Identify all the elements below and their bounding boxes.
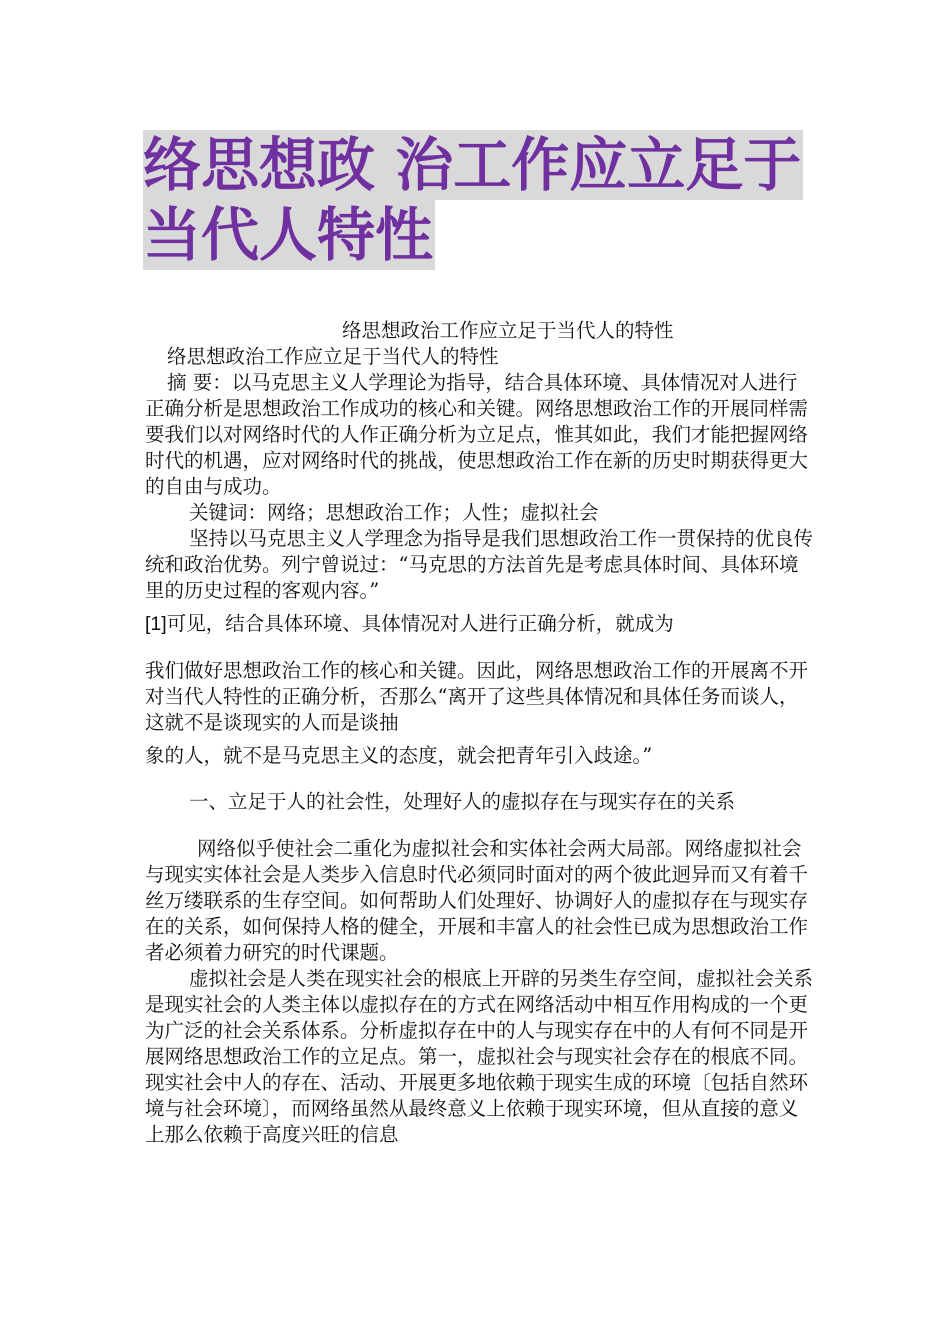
article-body <box>145 318 813 1148</box>
paragraph-1-part-b <box>145 604 813 644</box>
paragraph-1-part-d: 象的人，就不是马克思主义的态度，就会把青年引入歧途。” <box>145 744 653 767</box>
paragraph-1-part-a: 坚持以马克思主义人学理念为指导是我们思想政治工作一贯保持的优良传统和政治优势。列宁曾说过：“马克思的方法首先是考虑具体时间、具体环境里的历史过程的客观内容。” <box>145 527 814 602</box>
section-heading-1: 一、立足于人的社会性，处理好人的虚拟存在与现实存在的关系 <box>189 790 736 813</box>
title-line-1: 络思想政 治工作应立足于 <box>143 131 802 199</box>
article-sub-title: 络思想政治工作应立足于当代人的特性 <box>167 345 499 368</box>
article-centered-title: 络思想政治工作应立足于当代人的特性 <box>342 319 674 342</box>
abstract-paragraph: 摘 要：以马克思主义人学理论为指导，结合具体环境、具体情况对人进行正确分析是思想政治工作成功的核心和关键。网络思想政治工作的开展同样需要我们以对网络时代的人作正确分析为立足点，惟其如此，我们才能把握网络时代的机遇，应对网络时代的挑战，使思想政治工作在新的历史时期获得更大的自由与成功。 <box>145 371 809 498</box>
paragraph-2: 网络似乎使社会二重化为虚拟社会和实体社会两大局部。网络虚拟社会与现实实体社会是人类步入信息时代必须同时面对的两个彼此迥异而又有着千丝万缕联系的生存空间。如何帮助人们处理好、协调好人的虚拟存在与现实存在的关系，如何保持人格的健全，开展和丰富人的社会性已成为思想政治工作者必须着力研究的时代课题。 <box>145 837 809 964</box>
keywords-line: 关键词：网络；思想政治工作；人性；虚拟社会 <box>189 501 599 524</box>
paragraph-3: 虚拟社会是人类在现实社会的根底上开辟的另类生存空间，虚拟社会关系是现实社会的人类主体以虚拟存在的方式在网络活动中相互作用构成的一个更为广泛的社会关系体系。分析虚拟存在中的人与现实存在中的人有何不同是开展网络思想政治工作的立足点。第一，虚拟社会与现实社会存在的根底不同。现实社会中人的存在、活动、开展更多地依赖于现实生成的环境〔包括自然环境与社会环境〕，而网络虽然从最终意义上依赖于现实环境，但从直接的意义上那么依赖于高度兴旺的信息 <box>145 967 814 1146</box>
paragraph-1-part-c: 我们做好思想政治工作的核心和关键。因此，网络思想政治工作的开展离不开对当代人特性的正确分析，否那么“离开了这些具体情况和具体任务而谈人，这就不是谈现实的人而是谈抽 <box>145 659 809 734</box>
title-line-2: 当代人特性 <box>143 201 434 269</box>
document-title <box>143 130 813 270</box>
citation-ref: [1] <box>145 613 167 635</box>
paragraph-1-part-b-text: 可见，结合具体环境、具体情况对人进行正确分析，就成为 <box>166 612 674 635</box>
